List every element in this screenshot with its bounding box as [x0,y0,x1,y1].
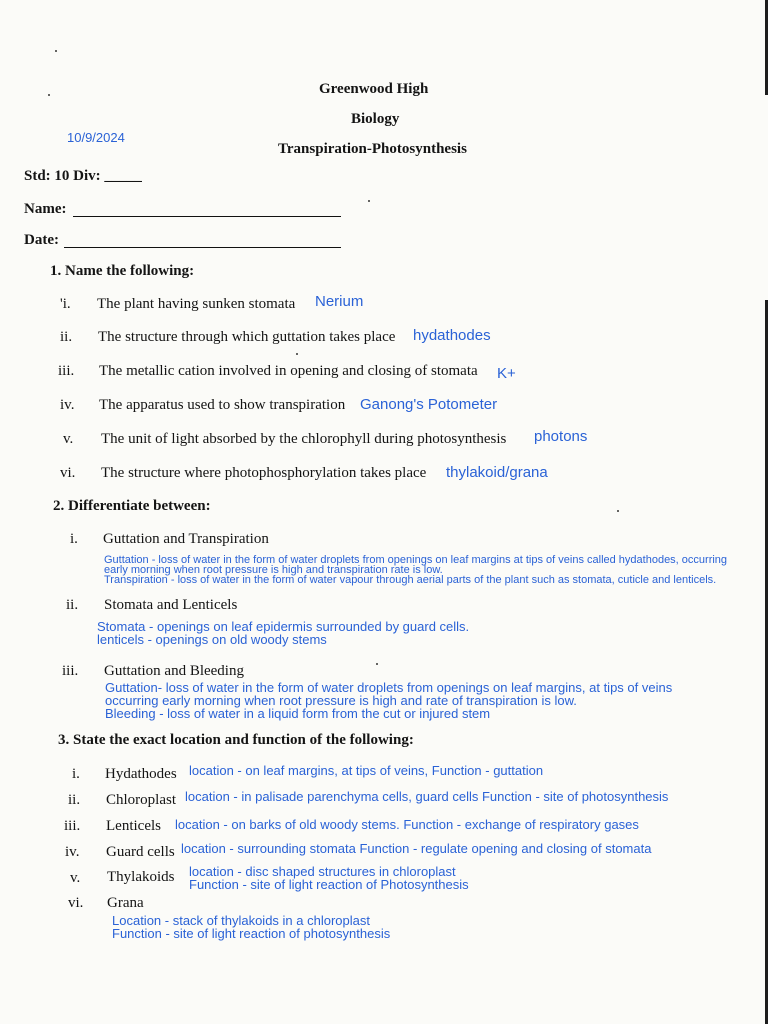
item-title: Guttation and Bleeding [104,663,244,679]
question-text: The structure where photophosphorylation takes place [101,465,427,481]
question-text: The plant having sunken stomata [97,296,296,312]
item-number: iii. [62,663,79,679]
answer-text: photons [534,428,588,445]
answer-text: K+ [497,365,516,382]
answer-line: Guttation- loss of water in the form of water droplets from openings on leaf margins, at tips of veins [105,680,673,695]
answer-line: Location - stack of thylakoids in a chloroplast [112,913,370,928]
answer-line: Stomata - openings on leaf epidermis surrounded by guard cells. [97,619,470,634]
answer-line: location - in palisade parenchyma cells, guard cells Function - site of photosynthesis [185,789,669,804]
term-text: Grana [107,895,144,911]
item-number: v. [70,870,81,886]
term-text: Thylakoids [107,869,175,885]
item-number: 'i. [60,296,71,312]
name-line [73,216,341,217]
name-label: Name: [24,201,67,217]
item-number: vi. [68,895,84,911]
answer-line: Bleeding - loss of water in a liquid form from the cut or injured stem [105,706,491,721]
section3-heading: 3. State the exact location and function of the following: [58,732,414,748]
scan-speck [617,510,619,512]
item-title: Stomata and Lenticels [104,597,238,613]
answer-line: early morning when root pressure is high and transpiration rate is low. [104,564,443,576]
term-text: Guard cells [106,844,175,860]
item-number: iv. [65,844,80,860]
section2-heading: 2. Differentiate between: [53,498,211,514]
item-number: i. [72,766,80,782]
question-text: The unit of light absorbed by the chlorophyll during photosynthesis [101,431,507,447]
answer-line: Function - site of light reaction of Photosynthesis [189,877,469,892]
answer-text: thylakoid/grana [446,464,548,481]
item-number: v. [63,431,74,447]
answer-line: location - disc shaped structures in chloroplast [189,864,456,879]
handwritten-date: 10/9/2024 [67,130,125,145]
item-title: Guttation and Transpiration [103,531,269,547]
answer-text: hydathodes [413,327,491,344]
date-label: Date: [24,232,59,248]
scan-speck [368,200,370,202]
item-number: iii. [64,818,81,834]
term-text: Hydathodes [105,766,177,782]
topic-title: Transpiration-Photosynthesis [278,141,467,157]
subject-title: Biology [351,111,400,127]
answer-line: Function - site of light reaction of photosynthesis [112,926,391,941]
term-text: Chloroplast [106,792,176,808]
school-name: Greenwood High [319,81,429,97]
question-text: The apparatus used to show transpiration [99,397,346,413]
answer-text: Ganong's Potometer [360,396,498,413]
item-number: iv. [60,397,75,413]
answer-line: Guttation - loss of water in the form of water droplets from openings on leaf margins at tips of veins called hydathodes, occurring [104,554,728,566]
item-number: vi. [60,465,76,481]
term-text: Lenticels [106,818,161,834]
answer-text: Nerium [315,293,364,310]
answer-line: location - on barks of old woody stems. Function - exchange of respiratory gases [175,817,639,832]
answer-line: location - surrounding stomata Function - regulate opening and closing of stomata [181,841,652,856]
scan-speck [296,353,298,355]
answer-line: lenticels - openings on old woody stems [97,632,327,647]
item-number: i. [70,531,78,547]
question-text: The metallic cation involved in opening and closing of stomata [99,363,478,379]
answer-line: occurring early morning when root pressure is high and rate of transpiration is low. [105,693,577,708]
item-number: ii. [68,792,81,808]
item-number: ii. [60,329,73,345]
answer-line: Transpiration - loss of water in the form of water vapour through aerial parts of the plant such as stomata, cuticle and lenticels. [104,574,717,586]
item-number: ii. [66,597,79,613]
question-text: The structure through which guttation takes place [98,329,396,345]
section1-heading: 1. Name the following: [50,263,195,279]
item-number: iii. [58,363,75,379]
answer-line: location - on leaf margins, at tips of veins, Function - guttation [189,763,544,778]
scan-speck [55,50,57,52]
scan-speck [376,663,378,665]
std-div-label: Std: 10 Div: _____ [24,168,142,184]
date-line [64,247,341,248]
scan-speck [48,94,50,96]
